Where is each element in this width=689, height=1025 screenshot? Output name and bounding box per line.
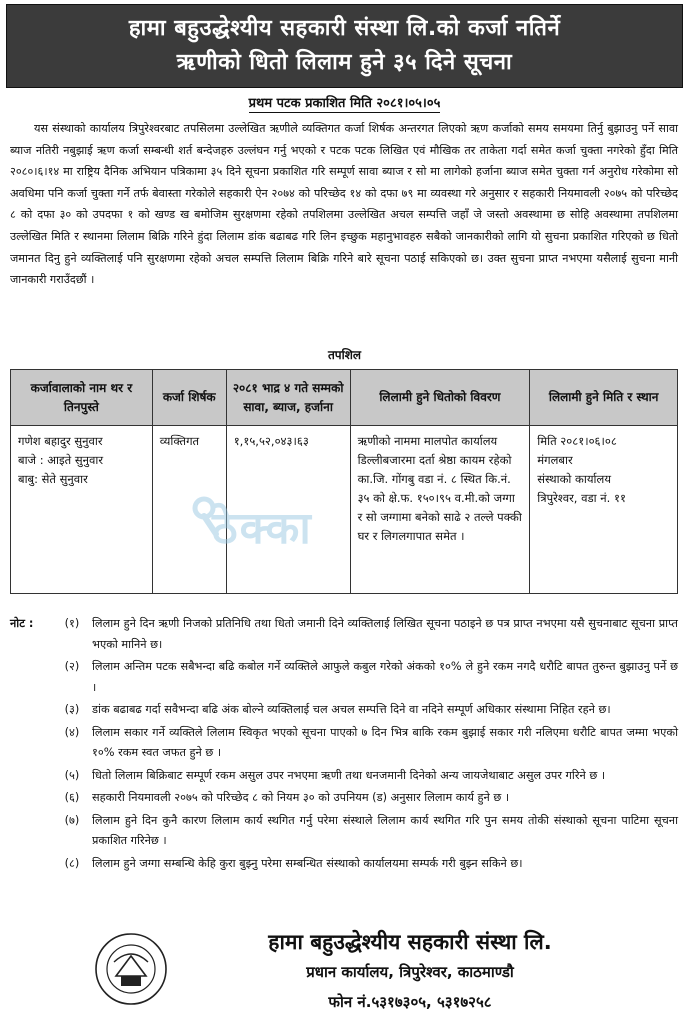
- cell-loan-type: व्यक्तिगत: [152, 426, 226, 594]
- header-amount: २०८१ भाद्र ४ गते सम्मको सावा, ब्याज, हर्जाना: [226, 370, 350, 426]
- publication-date-label: प्रथम पटक प्रकाशित मिति २०८१।०५।०५: [248, 96, 441, 111]
- loan-details-table: [10, 369, 678, 594]
- body-paragraph: यस संस्थाको कार्यालय त्रिपुरेश्वरबाट तपसिलमा उल्लेखित ऋणीले व्यक्तिगत कर्जा शिर्षक अन्तरगत लिएको ऋण कर्जाको समय समयमा तिर्नु बुझाउनु पर्ने सावा ब्याज नतिरी नबुझाई ऋण कर्जा सम्बन्धी शर्त बन्देजहरु उल्लंघन गर्नु भएको र पटक पटक लिखित एवं मौखिक तर ताकेता गर्दा समेत कर्जा चुक्ता नगरेको हुँदा मिति २०८०।६।१४ मा राष्ट्रिय दैनिक अभियान पत्रिकामा ३५ दिने सूचना प्रकाशित गरि सम्पूर्ण सावा ब्याज र सो मा लागेको हर्जाना ब्याज समेत चुक्ता गर्न अनुरोध गरेकोमा सो अवधिमा पनि कर्जा चुक्ता गर्ने तर्फ बेवास्ता गरेकोले सहकारी ऐन २०७४ को परिच्छेद १४ को दफा ७९ मा व्यवस्था गरे अनुसार र सहकारी नियमावली २०७५ को परिच्छेद ८ को दफा ३० को उपदफा १ को खण्ड ख बमोजिम सुरक्षणमा रहेको तपशिलमा उल्लेखित अचल सम्पत्ति जहाँ जे जस्तो अवस्थामा छ सोहि अवस्थामा तपशिलमा उल्लेखित मिति र स्थानमा लिलाम बिक्रि गरिने हुंदा लिलाम डांक बढाबढ गरि लिन इच्छुक महानुभावहरु सबैको जानकारीको लागि यो सुचना प्रकाशित गरिएको छ धितो जमानत दिनु हुने व्यक्तिलाई पनि सुरक्षणमा रहेको अचल सम्पत्ति लिलाम बिक्रि गरिने बारे सूचना पठाई सकिएको छ। उक्त सुचना प्राप्त नभएमा यसैलाई सुचना मानी जानकारी गराउँदछौं ।: [10, 122, 679, 287]
- notes-label: नोट :: [10, 617, 34, 630]
- cell-borrower: [11, 426, 153, 594]
- organization-seal-icon: [94, 932, 168, 1006]
- auction-date: मिति २०८१।०६।०८: [537, 434, 617, 448]
- borrower-grandfather: बाजे : आइते सुनुवार: [18, 453, 104, 467]
- note-text: लिलाम सकार गर्ने व्यक्तिले लिलाम स्विकृत भएको सूचना पाएको ७ दिन भित्र बाकि रकम बुझाई सकार गरी नलिएमा धरौटि बापत जम्मा भएको १०% रकम स्वत जफत हुने छ ।: [92, 725, 678, 759]
- note-number: (४): [64, 725, 80, 739]
- note-item: [10, 854, 678, 875]
- auction-place: संस्थाको कार्यालय: [537, 472, 611, 486]
- watermark-text: ठेक्का: [212, 503, 313, 554]
- note-number: (६): [64, 791, 80, 804]
- header-borrower: कर्जावालाको नाम थर र तिनपुस्ते: [11, 370, 153, 426]
- notes-section: [10, 614, 678, 876]
- auction-address: त्रिपुरेश्वर, वडा नं. ११: [537, 491, 626, 505]
- note-number: (७): [64, 813, 80, 827]
- note-item: [10, 811, 678, 852]
- note-text: सहकारी नियमावली २०७५ को परिच्छेद ८ को नियम ३० को उपनियम (ड) अनुसार लिलाम कार्य हुने छ ।: [92, 791, 510, 804]
- table-row: [11, 426, 678, 594]
- note-number: (३): [64, 703, 80, 716]
- cell-amount: १,१५,५२,०४३।६३: [226, 426, 350, 594]
- note-item: [10, 766, 678, 787]
- note-text: धितो लिलाम बिक्रिबाट सम्पूर्ण रकम असुल उपर नभएमा ऋणी तथा धनजमानी दिनेको अन्य जायजेथाबाट असुल उपर गरिने छ ।: [92, 768, 606, 782]
- header-line-2: ऋणीको धितो लिलाम हुने ३५ दिने सूचना: [176, 50, 513, 75]
- footer-phone: फोन नं.५३१७३०५, ५३१७२५८: [328, 993, 492, 1011]
- note-number: (२): [64, 660, 80, 673]
- note-number: (८): [64, 856, 80, 870]
- auction-day: मंगलबार: [537, 453, 573, 467]
- publication-date: [0, 93, 689, 111]
- footer-office: प्रधान कार्यालय, त्रिपुरेश्वर, काठमाण्डौ: [306, 963, 514, 981]
- notice-header: [6, 4, 683, 88]
- header-auction: लिलामी हुने मिति र स्थान: [530, 370, 678, 426]
- note-item: [10, 614, 678, 655]
- cell-auction: [530, 426, 678, 594]
- note-number: (१): [64, 617, 80, 630]
- note-item: [10, 723, 678, 764]
- note-text: डांक बढाबढ गर्दा सवैभन्दा बढि अंक बोल्ने व्यक्तिलाई चल अचल सम्पत्ति दिने वा नदिने सम्पूर्ण अधिकार संस्थामा निहित रहने छ।: [92, 703, 611, 716]
- note-text: लिलाम अन्तिम पटक सबैभन्दा बढि कबोल गर्ने व्यक्तिले आफुले कबुल गरेको अंकको १०% ले हुने रकम नगदै धरौटि बापत तुरुन्त बुझाउनु पर्ने छ ।: [92, 660, 678, 694]
- note-text: लिलाम हुने दिन ऋणी निजको प्रतिनिधि तथा धितो जमानी दिने व्यक्तिलाई लिखित सूचना पठाइने छ पत्र प्राप्त नभएमा यसै सुचनाबाट सूचना प्राप्त भएको मानिने छ।: [92, 617, 678, 651]
- note-item: [10, 657, 678, 698]
- header-line-1: हामा बहुउद्धेश्यीय सहकारी संस्था लि.को कर्जा नतिर्ने: [128, 16, 561, 41]
- table-header-row: [11, 370, 678, 426]
- note-item: [10, 700, 678, 721]
- footer-org-name: हामा बहुउद्धेश्यीय सहकारी संस्था लि.: [268, 930, 552, 954]
- note-text: लिलाम हुने दिन कुनै कारण लिलाम कार्य स्थगित गर्नु परेमा संस्थाले लिलाम कार्य स्थगित गरि पुन समय तोकी संस्थाको सूचना पाटिमा सूचना प्रकाशित गरिनेछ ।: [92, 813, 678, 847]
- cell-collateral: ऋणीको नाममा मालपोत कार्यालय डिल्लीबजारमा दर्ता श्रेष्ठा कायम रहेको का.जि. गोंगबु वडा नं. ८ स्थित कि.नं. ३५ को क्षे.फ. १५०।९५ व.मी.को जग्गा र सो जग्गामा बनेको साढे २ तल्ले पक्की घर र लिगलगापात समेत ।: [350, 426, 530, 594]
- header-loan-type: कर्जा शिर्षक: [152, 370, 226, 426]
- note-number: (५): [64, 768, 80, 782]
- note-text: लिलाम हुने जग्गा सम्बन्धि केहि कुरा बुझ्नु परेमा सम्बन्धित संस्थाको कार्यालयमा सम्पर्क गरी बुझ्न सकिने छ।: [92, 856, 523, 870]
- tapasil-title: तपशिल: [327, 348, 362, 362]
- borrower-name: गणेश बहादुर सुनुवार: [18, 434, 103, 448]
- note-item: [10, 788, 678, 809]
- borrower-father: बाबु: सेते सुनुवार: [18, 472, 88, 486]
- header-collateral: लिलामी हुने धितोको विवरण: [350, 370, 530, 426]
